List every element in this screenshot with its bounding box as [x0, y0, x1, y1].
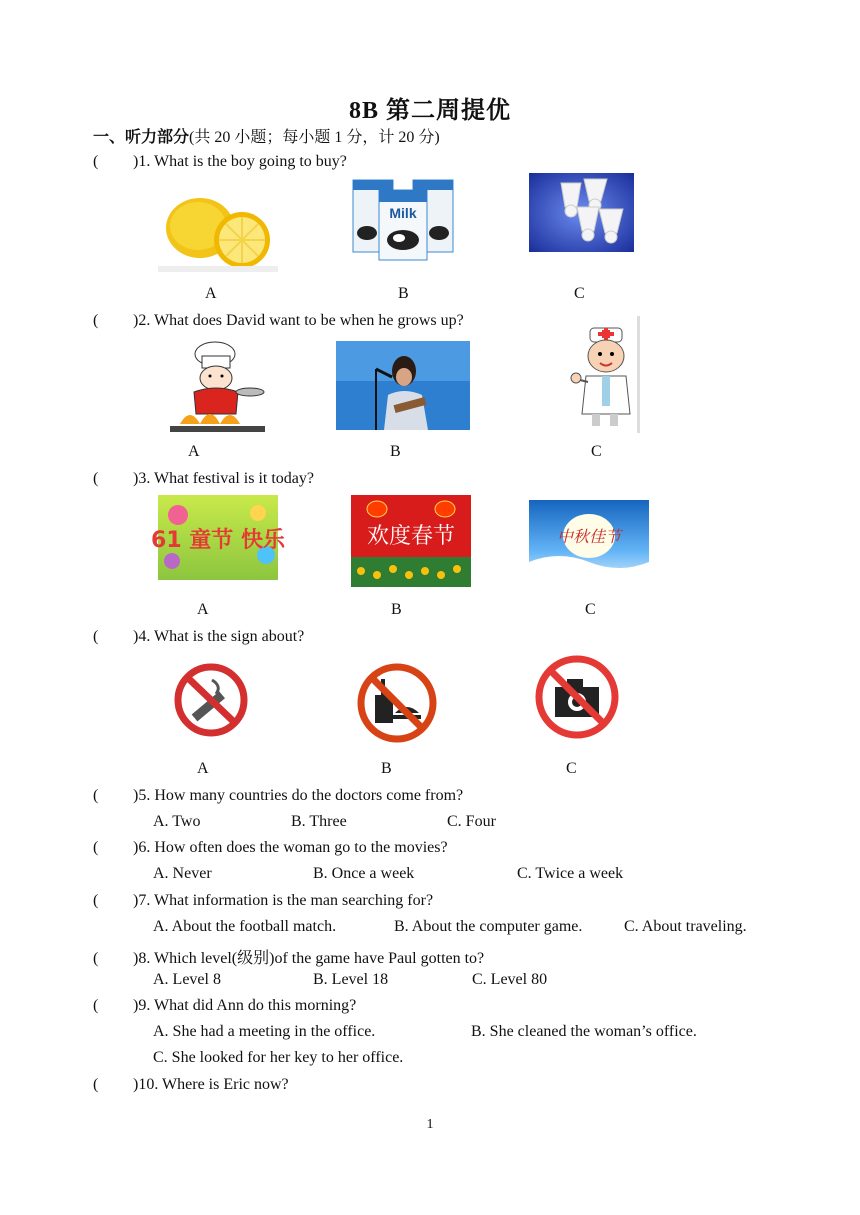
question-text: What information is the man searching for?	[154, 892, 434, 909]
question-text: How many countries do the doctors come from?	[154, 787, 464, 804]
answer-blank[interactable]: (	[93, 628, 99, 645]
svg-text:中秋佳节: 中秋佳节	[556, 527, 622, 546]
answer-blank[interactable]: (	[93, 470, 99, 487]
question-text: What did Ann do this morning?	[154, 997, 357, 1014]
option-label-b: B	[390, 443, 401, 460]
question-text: What does David want to be when he grows up?	[154, 312, 464, 329]
option-label-c: C	[574, 285, 585, 302]
shuttlecock-image	[529, 173, 634, 252]
cook-image	[170, 340, 265, 432]
question-number: 2.	[138, 312, 151, 329]
option-a: A. Never	[153, 865, 212, 882]
option-b: B. Level 18	[313, 971, 389, 988]
question-number: 4.	[138, 628, 151, 645]
question-number: 9.	[138, 997, 151, 1014]
milk-image	[351, 178, 455, 260]
question-8: ( )8. Which level(级别)of the game have Paul gotten to?	[93, 950, 485, 967]
question-3: ( )3. What festival is it today?	[93, 470, 314, 487]
question-9: ( )9. What did Ann do this morning?	[93, 997, 357, 1014]
option-label-a: A	[205, 285, 217, 302]
option-a: A. She had a meeting in the office.	[153, 1023, 376, 1040]
option-label-c: C	[591, 443, 602, 460]
no-food-drink-sign-icon	[355, 661, 439, 745]
question-10: ( )10. Where is Eric now?	[93, 1076, 289, 1093]
question-1: ( )1. What is the boy going to buy?	[93, 153, 347, 170]
option-label-a: A	[197, 760, 209, 777]
question-number: 6.	[138, 839, 151, 856]
spring-festival-image	[351, 495, 471, 587]
answer-blank[interactable]: (	[93, 153, 99, 170]
no-camera-sign-icon	[533, 653, 621, 741]
page-number: 1	[426, 1117, 434, 1132]
option-b: B. Once a week	[313, 865, 415, 882]
option-label-b: B	[398, 285, 409, 302]
question-text: What festival is it today?	[154, 470, 314, 487]
svg-text:61 童节 快乐: 61 童节 快乐	[151, 528, 285, 553]
question-number: 5.	[138, 787, 151, 804]
question-number: 1.	[138, 153, 151, 170]
option-label-a: A	[188, 443, 200, 460]
question-number: 10.	[138, 1076, 159, 1093]
question-text: What is the boy going to buy?	[154, 153, 347, 170]
answer-blank[interactable]: (	[93, 950, 99, 967]
question-4: ( )4. What is the sign about?	[93, 628, 305, 645]
option-label-a: A	[197, 601, 209, 618]
question-6: ( )6. How often does the woman go to the movies?	[93, 839, 448, 856]
question-number: 7.	[138, 892, 151, 909]
option-b: B. About the computer game.	[394, 918, 583, 935]
question-text: Where is Eric now?	[162, 1076, 289, 1093]
question-text: How often does the woman go to the movies?	[154, 839, 448, 856]
question-text: What is the sign about?	[154, 628, 305, 645]
option-c: C. About traveling.	[624, 918, 747, 935]
section-title: 一、听力部分	[93, 129, 190, 146]
lemon-image	[158, 186, 278, 272]
option-a: A. Level 8	[153, 971, 221, 988]
section-note: (共 20 小题；每小题 1 分，计 20 分)	[189, 129, 440, 146]
answer-blank[interactable]: (	[93, 997, 99, 1014]
no-smoking-sign-icon	[172, 662, 250, 740]
question-text: Which level(级别)of the game have Paul gotten to?	[154, 950, 485, 967]
option-b: B. She cleaned the woman’s office.	[471, 1023, 697, 1040]
svg-text:Milk: Milk	[389, 205, 417, 221]
option-a: A. About the football match.	[153, 918, 337, 935]
page-title: 8B 第二周提优	[348, 98, 511, 124]
option-label-c: C	[585, 601, 596, 618]
option-label-c: C	[566, 760, 577, 777]
childrens-day-image	[151, 495, 285, 580]
question-5: ( )5. How many countries do the doctors come from?	[93, 787, 464, 804]
singer-image	[336, 341, 470, 430]
option-c: C. Four	[447, 813, 496, 830]
answer-blank[interactable]: (	[93, 1076, 99, 1093]
section-heading	[93, 124, 440, 147]
svg-text:欢度春节: 欢度春节	[366, 524, 456, 549]
question-number: 3.	[138, 470, 151, 487]
option-c: C. She looked for her key to her office.	[153, 1049, 404, 1066]
mid-autumn-image	[529, 500, 649, 586]
option-label-b: B	[391, 601, 402, 618]
option-label-b: B	[381, 760, 392, 777]
option-a: A. Two	[153, 813, 201, 830]
answer-blank[interactable]: (	[93, 839, 99, 856]
question-7: ( )7. What information is the man searching for?	[93, 892, 434, 909]
option-c: C. Level 80	[472, 971, 548, 988]
question-2: ( )2. What does David want to be when he grows up?	[93, 312, 464, 329]
answer-blank[interactable]: (	[93, 892, 99, 909]
answer-blank[interactable]: (	[93, 312, 99, 329]
answer-blank[interactable]: (	[93, 787, 99, 804]
doctor-image	[568, 316, 640, 433]
option-b: B. Three	[291, 813, 347, 830]
option-c: C. Twice a week	[517, 865, 624, 882]
question-number: 8.	[138, 950, 151, 967]
